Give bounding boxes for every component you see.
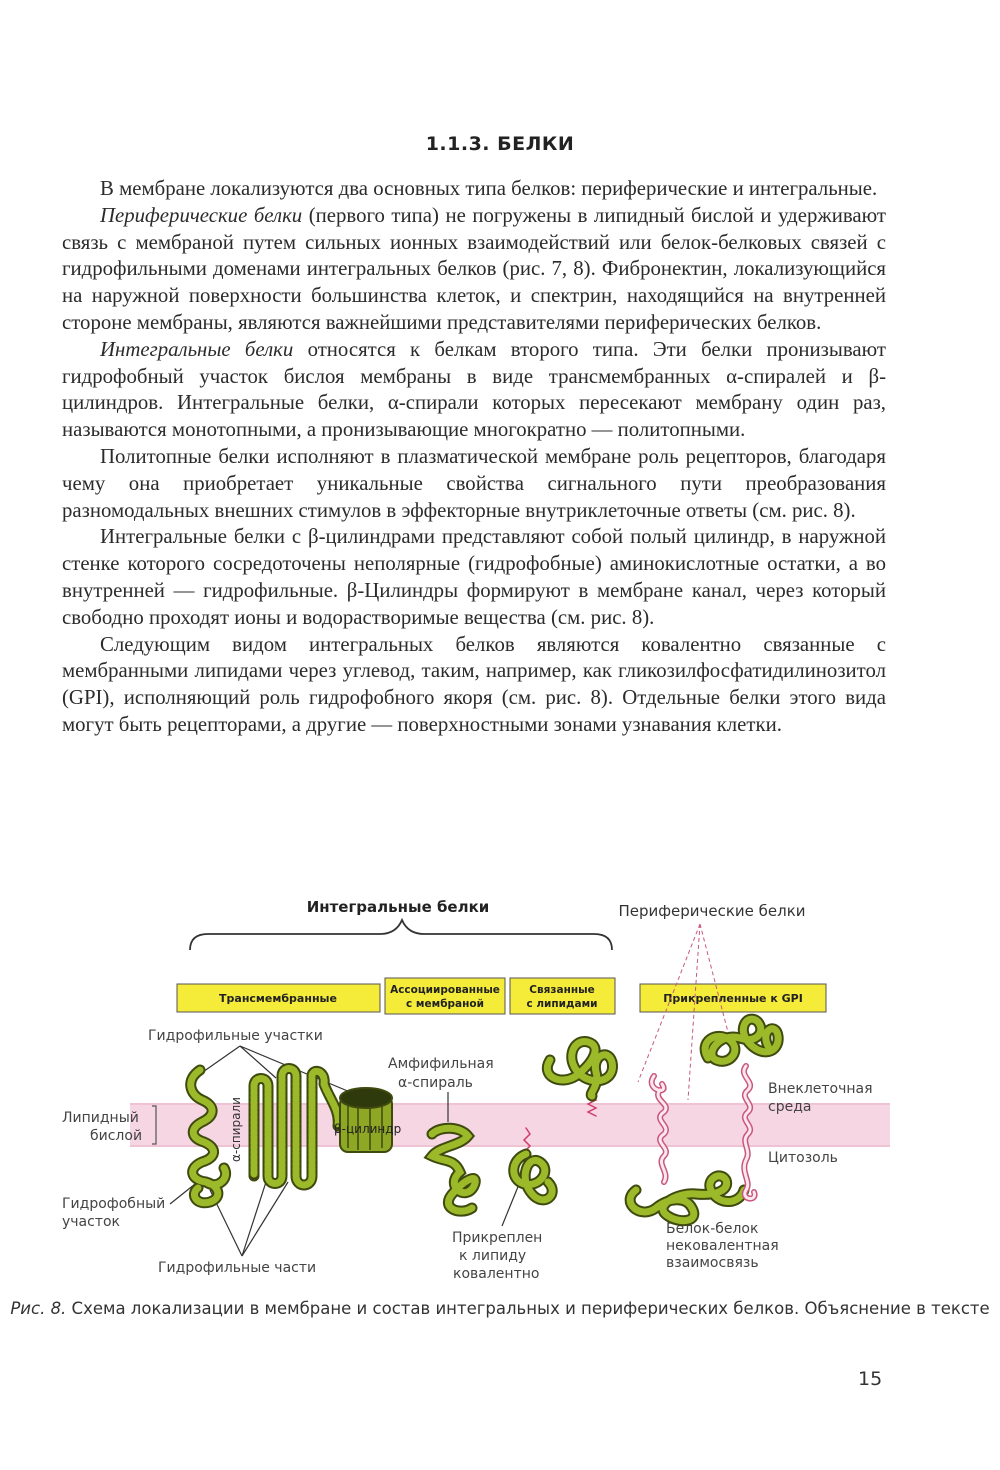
label-beta-cylinder: β-цилиндр bbox=[334, 1122, 402, 1136]
paragraph-2 bbox=[62, 203, 886, 337]
label-alpha-helices: α-спирали bbox=[229, 1097, 243, 1162]
box-associated-label-2: с мембраной bbox=[406, 998, 484, 1010]
term-peripheral: Периферические белки bbox=[100, 203, 303, 227]
label-protein-3: взаимосвязь bbox=[666, 1255, 759, 1271]
paragraph-5: Интегральные белки с β-цилиндрами представляют собой полый цилиндр, в наружной стенке которого сосредоточены неполярные (гидрофобные) аминокислотные остатки, а во внутренней — гидрофильные. β-Цилиндры формируют в мембране канал, через который свободно проходят ионы и водорастворимые вещества (см. рис. 8). bbox=[62, 525, 886, 629]
label-cytosol: Цитозоль bbox=[768, 1150, 838, 1166]
section-title: 1.1.3. БЕЛКИ bbox=[425, 133, 575, 155]
box-transmembrane-label: Трансмембранные bbox=[219, 992, 337, 1005]
label-amphiphilic-1: Амфифильная bbox=[388, 1056, 494, 1072]
label-attached-2: к липиду bbox=[459, 1248, 527, 1264]
label-hydrophobic-1: Гидрофобный bbox=[62, 1196, 166, 1212]
integral-proteins-title: Интегральные белки bbox=[306, 898, 490, 916]
body-text bbox=[62, 176, 886, 739]
label-protein-1: Белок-белок bbox=[666, 1221, 759, 1237]
term-integral: Интегральные белки bbox=[100, 337, 294, 361]
membrane-proteins-figure bbox=[40, 890, 940, 1290]
label-attached-3: ковалентно bbox=[453, 1266, 540, 1282]
caption-text: Схема локализации в мембране и состав интегральных и периферических белков. Объяснение в тексте bbox=[66, 1299, 990, 1318]
label-extracellular-2: среда bbox=[768, 1099, 812, 1115]
paragraph-1: В мембране локализуются два основных типа белков: периферические и интегральные. bbox=[100, 177, 878, 200]
label-amphiphilic-2: α-спираль bbox=[398, 1075, 473, 1091]
label-lipid-bilayer-2: бислой bbox=[90, 1128, 143, 1144]
label-hydrophilic-parts: Гидрофильные части bbox=[158, 1260, 317, 1276]
label-hydrophobic-2: участок bbox=[62, 1214, 121, 1230]
label-attached-1: Прикреплен bbox=[452, 1230, 543, 1246]
label-hydrophilic-sites: Гидрофильные участки bbox=[148, 1028, 323, 1044]
paragraph-4: Политопные белки исполняют в плазматической мембране роль рецепторов, благодаря чему она приобретает уникальные свойства сигнального пути преобразования разномодальных внешних стимулов в эффекторные внутриклеточные ответы (см. рис. 8). bbox=[62, 444, 886, 522]
peripheral-protein-complex bbox=[630, 1076, 744, 1221]
figure-caption bbox=[0, 1297, 1000, 1321]
integral-brace bbox=[190, 920, 612, 950]
box-lipid-linked-label-2: с липидами bbox=[526, 998, 598, 1010]
paragraph-3-text: относятся к белкам второго типа. Эти белки пронизывают гидрофобный участок бислоя мембраны в виде трансмембранных α-спиралей и β-цилиндров. Интегральные белки, α-спирали которых пересекают мембрану один раз, называются монотопными, а пронизывающие многократно — политопными. bbox=[62, 337, 886, 442]
caption-label: Рис. 8. bbox=[10, 1299, 67, 1318]
paragraph-6: Следующим видом интегральных белков являются ковалентно связанные с мембранными липидами через углевод, таким, например, как гликозилфосфатидилинозитол (GPI), исполняющий роль гидрофобного якоря (см. рис. 8). Отдельные белки этого вида могут быть рецепторами, а другие — поверхностными зонами узнавания клетки. bbox=[62, 632, 886, 736]
paragraph-2-text: (первого типа) не погружены в липидный бислой и удерживают связь с мембраной путем сильных ионных взаимодействий или белок-белковых связей с гидрофильными доменами интегральных белков (рис. 7, 8). Фибронектин, локализующийся на наружной поверхности большинства клеток, и спектрин, находящийся на внутренней стороне мембраны, являются важнейшими представителями периферических белков. bbox=[62, 203, 886, 334]
paragraph-3 bbox=[62, 337, 886, 444]
box-lipid-linked-label-1: Связанные bbox=[529, 984, 595, 996]
label-extracellular-1: Внеклеточная bbox=[768, 1081, 873, 1097]
box-associated-label-1: Ассоциированные bbox=[390, 984, 500, 996]
label-lipid-bilayer-1: Липидный bbox=[62, 1110, 139, 1126]
label-protein-2: нековалентная bbox=[666, 1238, 779, 1254]
peripheral-proteins-title: Периферические белки bbox=[618, 902, 806, 920]
page-number: 15 bbox=[858, 1368, 883, 1390]
beta-cylinder-protein bbox=[340, 1088, 392, 1152]
box-gpi-label: Прикрепленные к GPI bbox=[663, 992, 803, 1005]
